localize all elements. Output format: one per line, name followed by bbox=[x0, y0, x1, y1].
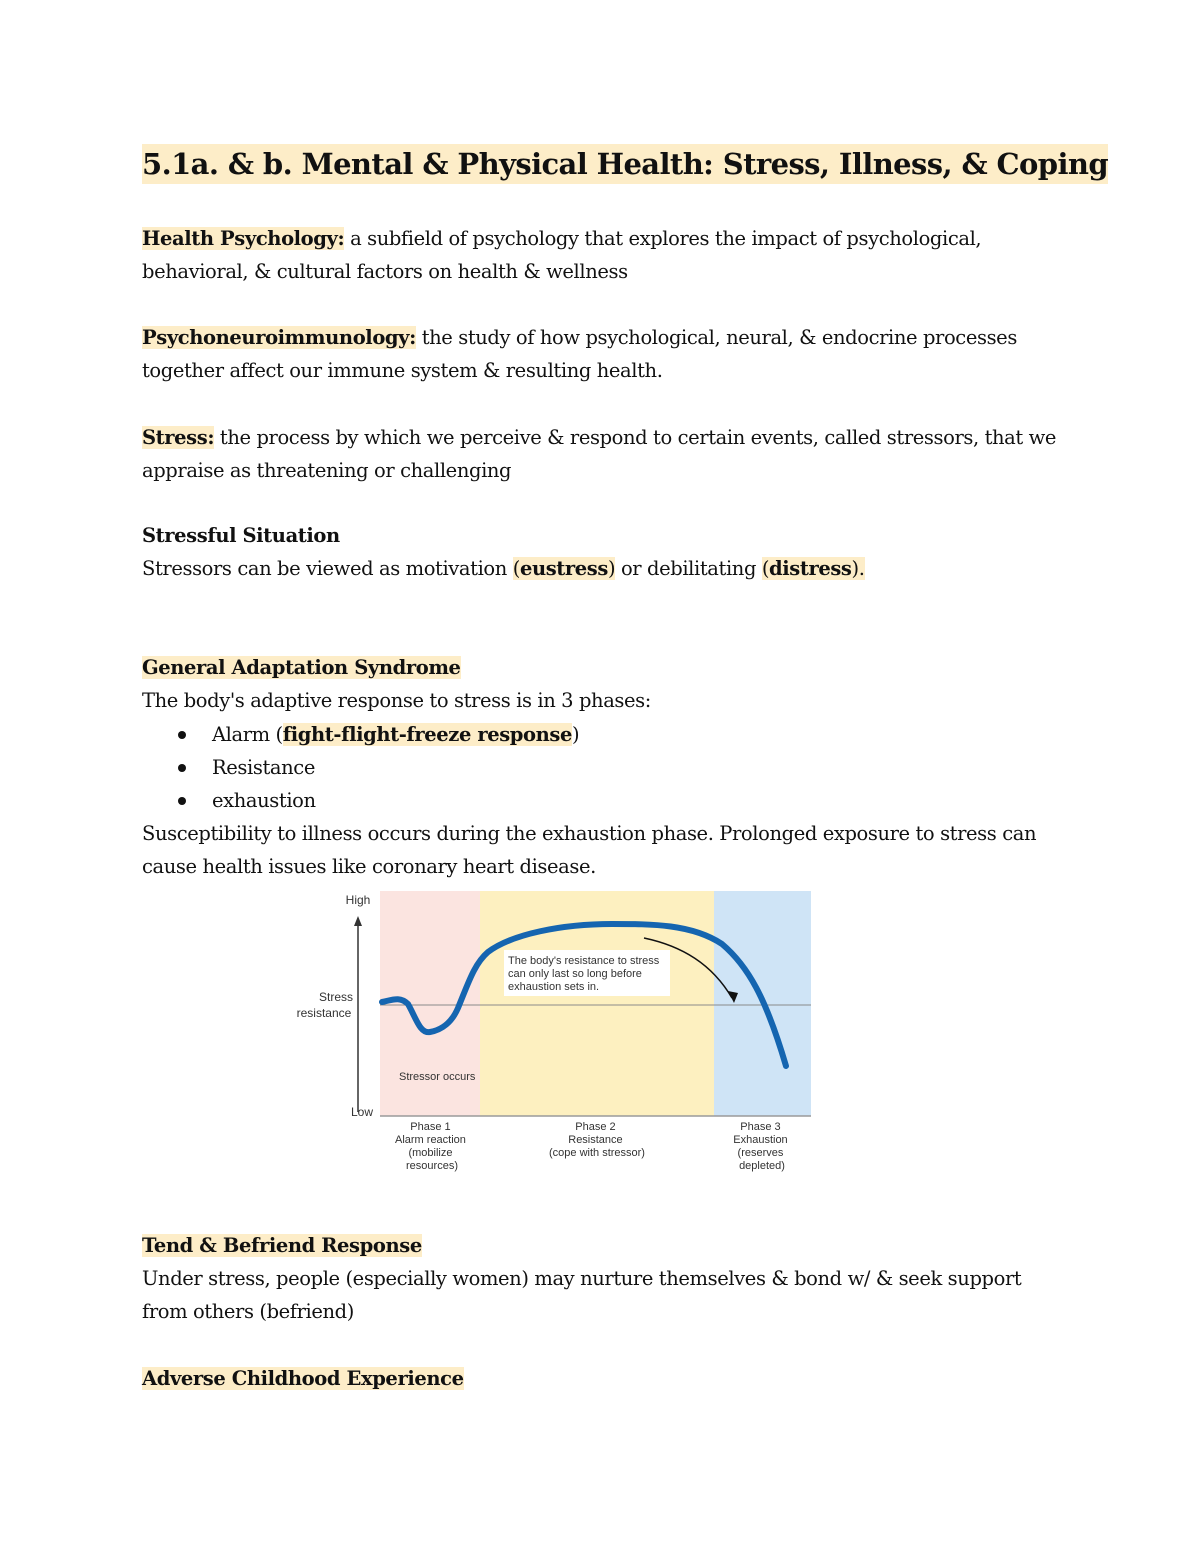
phase1-label: Phase 1 Alarm reaction (mobilize resources) bbox=[395, 1121, 466, 1172]
tend-befriend-section bbox=[142, 1229, 1072, 1328]
definition-text: the process by which we perceive & respond to certain events, called stressors, that we bbox=[214, 426, 1057, 449]
list-item: exhaustion bbox=[142, 784, 1042, 817]
distress-highlight: (distress). bbox=[761, 557, 865, 580]
gas-heading: General Adaptation Syndrome bbox=[142, 656, 461, 679]
definition-text: appraise as threatening or challenging bbox=[142, 459, 512, 482]
body-text: Susceptibility to illness occurs during the exhaustion phase. Prolonged exposure to stress can bbox=[142, 822, 1037, 845]
list-item: Alarm (fight-flight-freeze response) bbox=[142, 718, 1042, 751]
body-text: Under stress, people (especially women) may nurture themselves & bond w/ & seek support bbox=[142, 1267, 1022, 1290]
definition-text: the study of how psychological, neural, & endocrine processes bbox=[415, 326, 1017, 349]
stressful-situation-section bbox=[142, 519, 1072, 585]
annotation-text: can only last so long before bbox=[508, 968, 642, 980]
annotation-text: exhaustion sets in. bbox=[508, 981, 600, 993]
bullet-dot bbox=[178, 764, 186, 772]
gas-figure bbox=[292, 888, 822, 1188]
body-text: Stressors can be viewed as motivation bbox=[142, 557, 513, 580]
body-text: from others (befriend) bbox=[142, 1300, 354, 1323]
definition-text: together affect our immune system & resulting health. bbox=[142, 359, 663, 382]
y-high-label: High bbox=[345, 893, 371, 907]
gas-intro: The body's adaptive response to stress is in 3 phases: bbox=[142, 689, 651, 712]
eustress-highlight: (eustress) bbox=[512, 557, 616, 580]
ace-heading: Adverse Childhood Experience bbox=[142, 1367, 464, 1390]
definition-text: a subfield of psychology that explores the impact of psychological, bbox=[344, 227, 982, 250]
gas-followup bbox=[142, 817, 1072, 883]
phase2-label: Phase 2 Resistance (cope with stressor) bbox=[549, 1121, 645, 1159]
health-psychology-term: Health Psychology: bbox=[142, 227, 345, 250]
fight-flight-freeze-term: fight-flight-freeze response bbox=[282, 723, 572, 746]
definition-text: behavioral, & cultural factors on health & wellness bbox=[142, 260, 628, 283]
ace-section bbox=[142, 1362, 1072, 1395]
stress-term: Stress: bbox=[142, 426, 215, 449]
distress-term: distress bbox=[769, 557, 852, 580]
psychoneuroimmunology-term: Psychoneuroimmunology: bbox=[142, 326, 416, 349]
page-title: 5.1a. & b. Mental & Physical Health: Stress, Illness, & Coping bbox=[142, 144, 1108, 184]
phase3-label: Phase 3 Exhaustion (reserves depleted) bbox=[733, 1121, 788, 1172]
y-axis-label: Stress bbox=[318, 990, 354, 1004]
health-psychology-definition bbox=[142, 222, 1072, 288]
eustress-term: eustress bbox=[519, 557, 608, 580]
body-text: cause health issues like coronary heart disease. bbox=[142, 855, 596, 878]
psychoneuroimmunology-definition bbox=[142, 321, 1072, 387]
y-axis-label: resistance bbox=[296, 1006, 352, 1020]
tend-befriend-heading: Tend & Befriend Response bbox=[142, 1234, 422, 1257]
bullet-dot bbox=[178, 797, 186, 805]
gas-section bbox=[142, 651, 1072, 717]
gas-phase-list bbox=[142, 718, 1042, 817]
stressor-label: Stressor occurs bbox=[399, 1071, 476, 1083]
list-item: Resistance bbox=[142, 751, 1042, 784]
stressful-situation-heading: Stressful Situation bbox=[142, 524, 340, 547]
bullet-dot bbox=[178, 731, 186, 739]
y-low-label: Low bbox=[350, 1105, 374, 1119]
body-text: or debilitating bbox=[615, 557, 762, 580]
stress-definition bbox=[142, 421, 1072, 487]
y-axis-arrow-icon bbox=[354, 916, 362, 926]
annotation-text: The body's resistance to stress bbox=[508, 955, 660, 967]
